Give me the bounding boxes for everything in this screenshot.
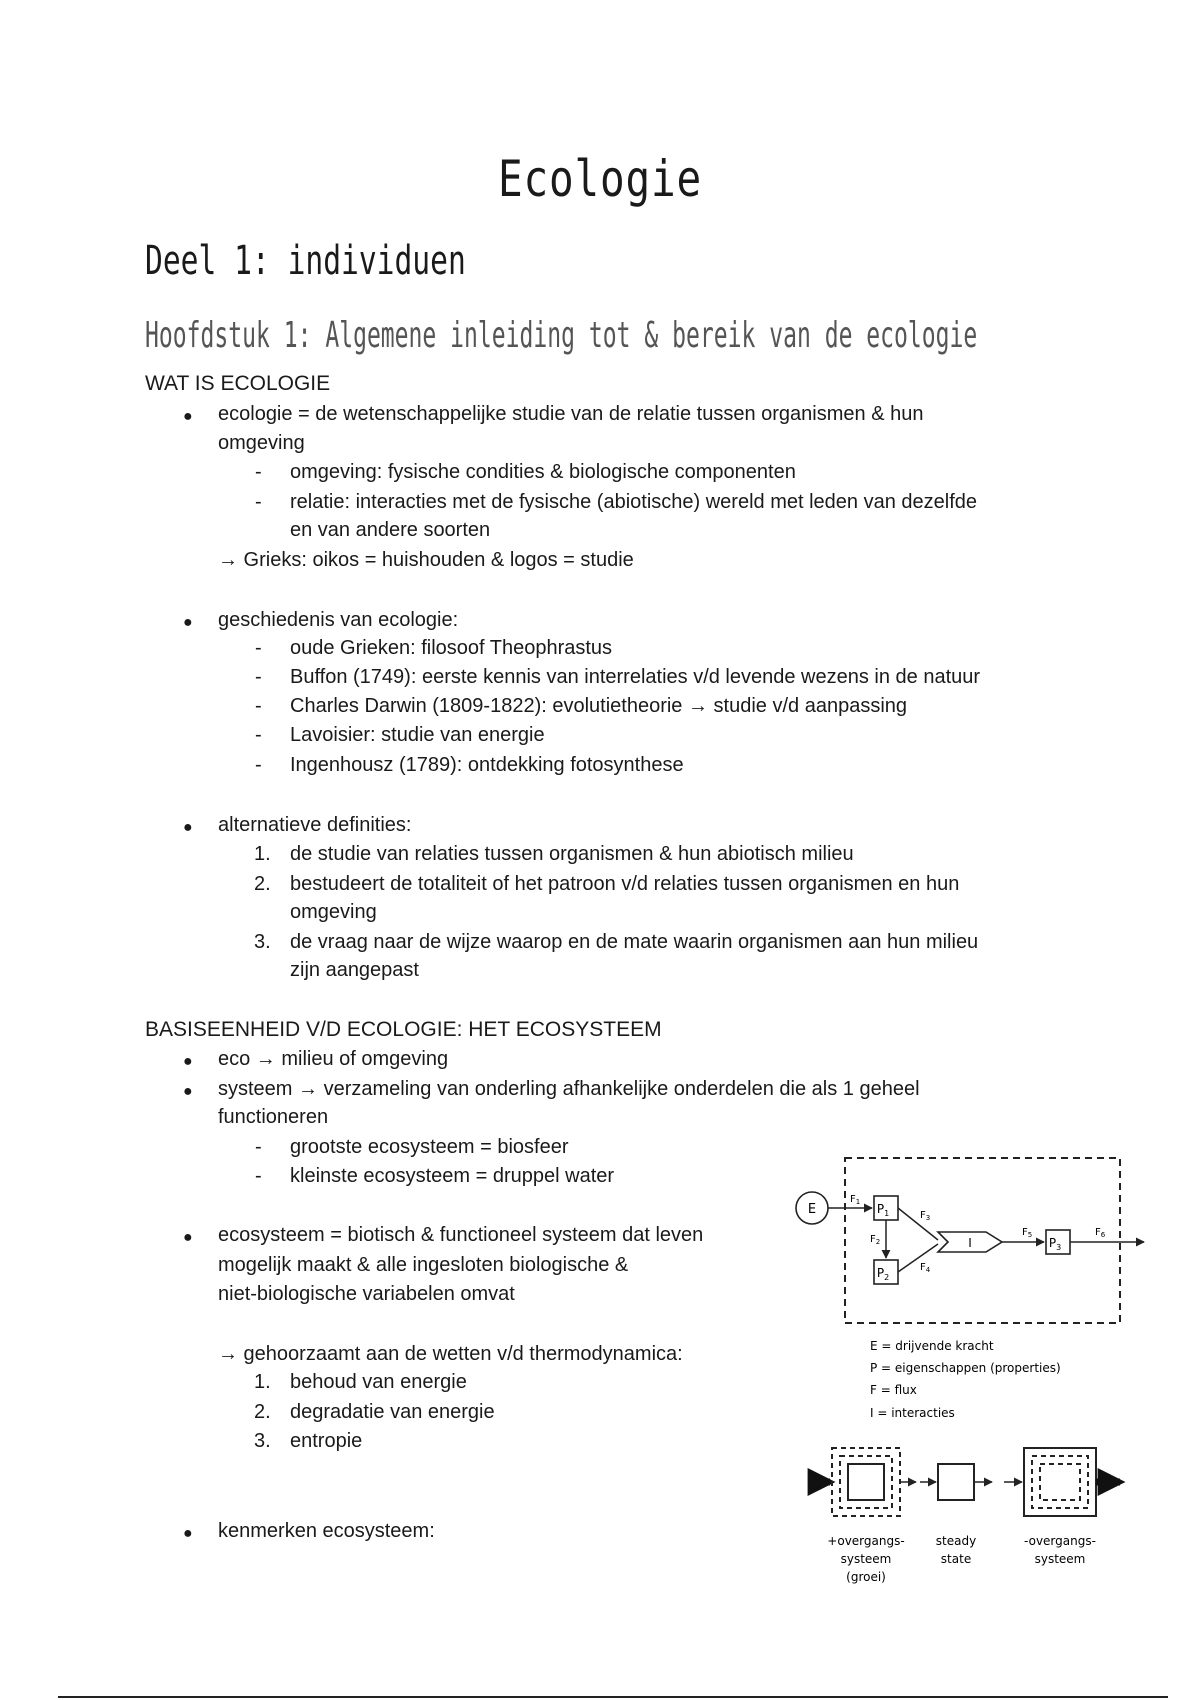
dash-marker: - (255, 695, 262, 717)
history-item: Charles Darwin (1809-1822): evolutietheorie → studie v/d aanpassing (290, 695, 908, 717)
label-p1: $P_1$ (876, 1202, 890, 1218)
dash-marker: - (255, 724, 262, 746)
bullet-marker: ● (183, 1525, 193, 1542)
caption-negative-transient: systeem (1034, 1552, 1086, 1566)
law-item: behoud van energie (290, 1371, 467, 1393)
definition-item: omgeving (290, 901, 377, 923)
bullet-marker: ● (183, 614, 193, 631)
law-item: degradatie van energie (290, 1401, 495, 1423)
list-item: eco → milieu of omgeving (218, 1048, 449, 1070)
legend-i: I = interacties (870, 1406, 955, 1420)
page-bottom-rule (58, 1696, 1168, 1698)
caption-positive-transient: systeem (840, 1552, 892, 1566)
bullet-marker: ● (183, 1229, 193, 1246)
number-marker: 3. (254, 931, 271, 953)
section-heading-wat-is-ecologie: WAT IS ECOLOGIE (145, 372, 331, 395)
arrow-note: → Grieks: oikos = huishouden & logos = studie (218, 549, 634, 571)
list-item: functioneren (218, 1106, 329, 1128)
list-item: geschiedenis van ecologie: (218, 609, 459, 631)
definition-item: zijn aangepast (290, 959, 419, 981)
flux-f3-line (898, 1208, 938, 1240)
list-item: niet-biologische variabelen omvat (218, 1283, 515, 1305)
label-f4: $F_4$ (920, 1262, 931, 1274)
sub-item: omgeving: fysische condities & biologische componenten (290, 461, 796, 483)
bullet-marker: ● (183, 819, 193, 836)
list-item: ecosysteem = biotisch & functioneel systeem dat leven (218, 1224, 704, 1246)
caption-negative-transient: -overgangs- (1024, 1534, 1096, 1548)
history-item: Ingenhousz (1789): ontdekking fotosynthese (290, 754, 684, 776)
sub-item: grootste ecosysteem = biosfeer (290, 1136, 569, 1158)
history-item: Lavoisier: studie van energie (290, 724, 545, 746)
number-marker: 1. (254, 1371, 271, 1393)
definition-line: ecologie = de wetenschappelijke studie van de relatie tussen organismen & hun (218, 403, 924, 425)
bullet-marker: ● (183, 408, 193, 425)
number-marker: 1. (254, 843, 271, 865)
number-marker: 3. (254, 1430, 271, 1452)
caption-positive-transient: (groei) (846, 1570, 886, 1584)
positive-transient-system (812, 1448, 916, 1516)
section-heading-ecosysteem: BASISEENHEID V/D ECOLOGIE: HET ECOSYSTEEM (145, 1018, 662, 1041)
sub-item: relatie: interacties met de fysische (abiotische) wereld met leden van dezelfde (290, 491, 978, 513)
arrow-note: → gehoorzaamt aan de wetten v/d thermodynamica: (218, 1343, 683, 1365)
ecosystem-diagram (790, 1150, 1150, 1590)
law-item: entropie (290, 1430, 363, 1452)
label-e: E (807, 1202, 817, 1217)
bullet-marker: ● (183, 1053, 193, 1070)
document-title: Ecologie (497, 150, 703, 208)
legend-e: E = drijvende kracht (870, 1339, 994, 1353)
definition-item: bestudeert de totaliteit of het patroon v/d relaties tussen organismen en hun (290, 873, 960, 895)
list-item: kenmerken ecosysteem: (218, 1520, 435, 1542)
list-item: mogelijk maakt & alle ingesloten biologische & (218, 1254, 629, 1276)
history-item: oude Grieken: filosoof Theophrastus (290, 637, 613, 659)
sub-item: en van andere soorten (290, 519, 491, 541)
caption-positive-transient: +overgangs- (827, 1534, 905, 1548)
sub-item: kleinste ecosysteem = druppel water (290, 1165, 615, 1187)
dash-marker: - (255, 491, 262, 513)
label-f6: $F_6$ (1095, 1227, 1106, 1239)
caption-steady-state: steady (935, 1534, 977, 1548)
list-item: systeem → verzameling van onderling afhankelijke onderdelen die als 1 geheel (218, 1078, 920, 1100)
dash-marker: - (255, 1165, 262, 1187)
dash-marker: - (255, 1136, 262, 1158)
label-i: I (968, 1236, 972, 1250)
number-marker: 2. (254, 873, 271, 895)
dash-marker: - (255, 754, 262, 776)
label-p3: $P_3$ (1048, 1236, 1062, 1252)
label-p2: $P_2$ (876, 1266, 890, 1282)
bullet-marker: ● (183, 1083, 193, 1100)
label-f2: $F_2$ (870, 1234, 881, 1246)
negative-transient-system (1004, 1448, 1120, 1516)
dash-marker: - (255, 461, 262, 483)
legend-f: F = flux (870, 1383, 917, 1397)
number-marker: 2. (254, 1401, 271, 1423)
definition-item: de vraag naar de wijze waarop en de mate waarin organismen aan hun milieu (290, 931, 979, 953)
dash-marker: - (255, 637, 262, 659)
label-f1: $F_1$ (850, 1194, 861, 1206)
flux-f4-line (898, 1244, 938, 1272)
history-item: Buffon (1749): eerste kennis van interrelaties v/d levende wezens in de natuur (290, 666, 981, 688)
chapter-heading: Hoofdstuk 1: Algemene inleiding tot & bereik van de ecologie (145, 315, 978, 356)
steady-state-system (920, 1464, 992, 1500)
definition-item: de studie van relaties tussen organismen & hun abiotisch milieu (290, 843, 854, 865)
label-f3: $F_3$ (920, 1210, 931, 1222)
legend-p: P = eigenschappen (properties) (870, 1361, 1061, 1375)
dash-marker: - (255, 666, 262, 688)
part-heading: Deel 1: individuen (145, 238, 466, 284)
caption-steady-state: state (940, 1552, 972, 1566)
label-f5: $F_5$ (1022, 1227, 1033, 1239)
list-item: alternatieve definities: (218, 814, 412, 836)
definition-line: omgeving (218, 432, 305, 454)
